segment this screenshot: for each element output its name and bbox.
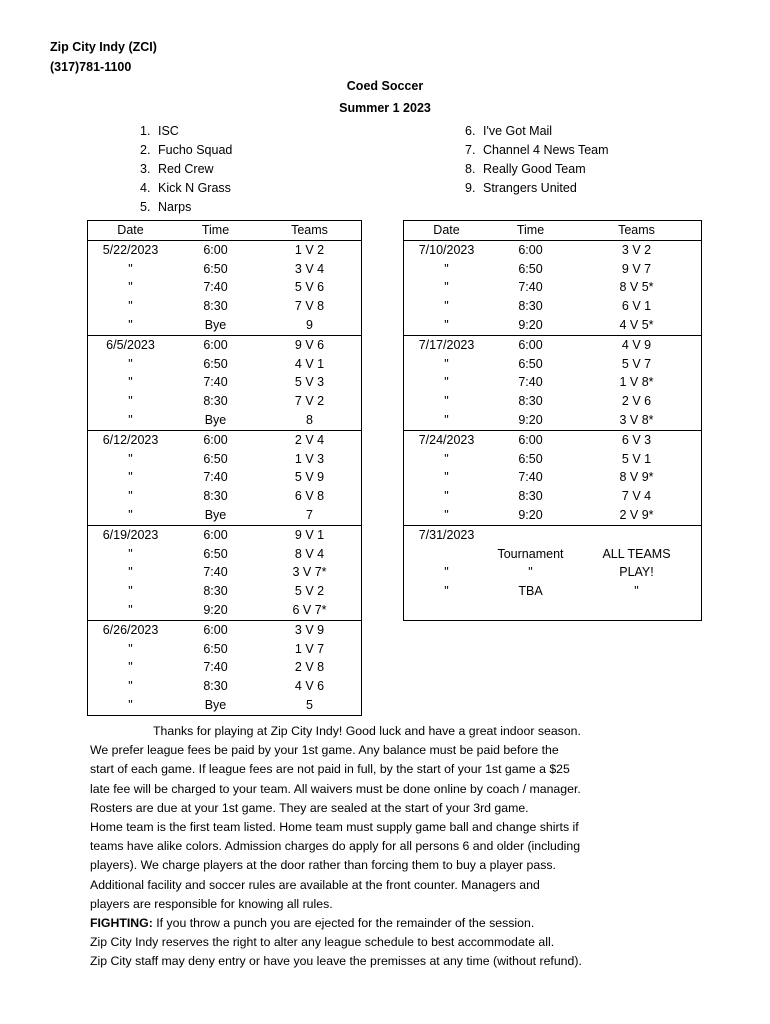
cell-date: " [444,356,449,371]
cell-time: 8:30 [203,394,228,409]
notes-line: start of each game. If league fees are not paid in full, by the start of your 1st game a $25 [90,762,570,777]
team-number: 5. [140,200,151,214]
team-name: I've Got Mail [483,124,553,138]
schedule-table-right [403,220,702,621]
cell-time: 8:30 [203,299,228,314]
cell-date [404,545,489,564]
schedule-row [88,430,361,450]
cell-teams: 9 V 1 [294,527,325,542]
cell-date: 7/24/2023 [418,432,475,447]
cell-time: 6:50 [203,356,228,371]
team-number: 6. [465,124,476,138]
schedule-row [88,582,361,601]
cell-time: 6:50 [203,546,228,561]
team-name: Kick N Grass [158,181,231,195]
cell-teams: 7 [306,507,313,522]
season-title: Summer 1 2023 [339,101,431,115]
notes-line: teams have alike colors. Admission charges do apply for all persons 6 and older (including [90,839,581,854]
schedule-row [88,297,361,316]
schedule-row [88,450,361,469]
cell-date: " [128,565,133,580]
cell-time: 7:40 [203,375,228,390]
cell-time: 8:30 [203,584,228,599]
cell-teams: 5 V 6 [294,280,325,295]
team-name: Fucho Squad [158,143,233,157]
cell-teams: 5 V 2 [294,584,325,599]
cell-teams: 1 V 3 [294,451,325,466]
cell-teams: 6 V 7* [292,602,327,617]
cell-time: Bye [204,507,227,522]
team-list-right [465,123,609,199]
fighting-label: FIGHTING: [90,915,153,930]
team-number: 9. [465,181,476,195]
cell-time: Bye [204,317,227,332]
cell-date: " [128,679,133,694]
schedule-row [88,545,361,564]
cell-time: 7:40 [203,565,228,580]
cell-time: 6:50 [203,451,228,466]
cell-teams: 8 V 4 [294,546,325,561]
cell-date: " [444,451,449,466]
schedule-row [88,601,361,620]
cell-date: " [444,470,449,485]
cell-date: " [444,489,449,504]
schedule-header-row [404,221,701,240]
team-list-item [140,199,232,218]
cell-teams: 2 V 8 [294,660,325,675]
schedule-row [404,430,701,450]
cell-teams: 7 V 8 [294,299,325,314]
team-number: 2. [140,143,151,157]
cell-date: " [128,280,133,295]
cell-teams [572,526,701,545]
cell-teams: 8 V 5* [619,280,654,295]
schedule-row [404,582,701,601]
cell-teams: ALL TEAMS [602,546,671,561]
cell-date: 7/31/2023 [418,527,475,542]
schedule-row [88,278,361,297]
cell-date: " [444,317,449,332]
team-name: Channel 4 News Team [483,143,609,157]
schedule-row [88,240,361,260]
cell-time: " [528,565,533,580]
schedule-row [88,658,361,677]
cell-teams: 3 V 8* [619,412,654,427]
cell-time: 6:00 [203,337,228,352]
schedule-row [88,335,361,355]
cell-time: 6:00 [518,432,543,447]
schedule-row [88,411,361,430]
cell-teams: 5 V 7 [621,356,652,371]
cell-date: 7/17/2023 [418,337,475,352]
cell-date: 6/5/2023 [106,337,155,352]
cell-teams: 8 V 9* [619,470,654,485]
cell-time: 8:30 [203,679,228,694]
schedule-row [88,468,361,487]
cell-teams: 2 V 6 [621,394,652,409]
team-list-item [465,180,609,199]
schedule-row [404,487,701,506]
cell-date: " [444,394,449,409]
header-teams: Teams [291,223,328,237]
team-list-item [465,161,609,180]
cell-date: " [444,565,449,580]
notes-line: players are responsible for knowing all rules. [90,896,333,911]
cell-date [404,601,489,620]
notes-line: late fee will be charged to your team. All waivers must be done online by coach / manager. [90,781,581,796]
notes-line: Thanks for playing at Zip City Indy! Good luck and have a great indoor season. [153,724,581,738]
cell-time: 8:30 [203,489,228,504]
cell-time: 9:20 [203,602,228,617]
team-list-item [140,180,232,199]
schedule-row [404,240,701,260]
cell-teams: 2 V 9* [619,507,654,522]
cell-date: " [444,261,449,276]
cell-time: Bye [204,412,227,427]
schedule-row [88,506,361,525]
cell-time: 9:20 [518,317,543,332]
cell-time: 7:40 [518,280,543,295]
cell-teams: 1 V 2 [294,242,325,257]
notes-line: Home team is the first team listed. Home team must supply game ball and change shirts if [90,819,579,834]
cell-teams: 4 V 6 [294,679,325,694]
cell-time: 6:00 [203,527,228,542]
org-name: Zip City Indy (ZCI) [50,40,157,54]
schedule-row [404,525,701,545]
schedule-row [404,545,701,564]
cell-teams: 5 V 9 [294,470,325,485]
cell-date: " [444,412,449,427]
cell-time: 6:50 [518,356,543,371]
schedule-row [88,260,361,279]
schedule-row [88,392,361,411]
cell-time [489,601,572,620]
schedule-row [88,620,361,640]
cell-time: 7:40 [203,470,228,485]
fighting-text: If you throw a punch you are ejected for the remainder of the session. [152,915,535,930]
schedule-row [404,411,701,430]
cell-time: 6:50 [518,261,543,276]
cell-time: 7:40 [518,375,543,390]
cell-teams: 1 V 7 [294,641,325,656]
schedule-row [88,677,361,696]
team-list-item [465,142,609,161]
schedule-row [88,316,361,335]
team-number: 7. [465,143,476,157]
cell-time: 6:50 [203,261,228,276]
team-list-item [140,142,232,161]
cell-time: TBA [518,584,543,599]
schedule-row [88,563,361,582]
schedule-row [404,450,701,469]
schedule-row [88,640,361,659]
cell-date: " [444,299,449,314]
team-number: 8. [465,162,476,176]
cell-teams [572,601,701,620]
team-name: Really Good Team [483,162,586,176]
team-name: Narps [158,200,192,214]
cell-time: 8:30 [518,299,543,314]
cell-time: 6:00 [518,337,543,352]
cell-date: " [128,641,133,656]
cell-date: 6/26/2023 [102,622,159,637]
schedule-header-row [88,221,361,240]
cell-time: 8:30 [518,489,543,504]
cell-teams: 4 V 9 [621,337,652,352]
schedule-row [404,297,701,316]
cell-teams: " [634,584,639,599]
notes-line: Zip City staff may deny entry or have you leave the premisses at any time (without refund). [90,954,582,969]
cell-time [489,526,572,545]
cell-time: 6:00 [203,622,228,637]
cell-teams: 9 V 7 [621,261,652,276]
cell-teams: 1 V 8* [619,375,654,390]
cell-time: 7:40 [518,470,543,485]
schedule-row [88,487,361,506]
cell-date: " [128,660,133,675]
org-phone: (317)781-1100 [50,60,132,74]
cell-time: 6:50 [203,641,228,656]
cell-teams: 3 V 9 [294,622,325,637]
cell-date: " [444,280,449,295]
cell-teams: 4 V 5* [619,317,654,332]
cell-time: 9:20 [518,412,543,427]
cell-teams: 5 V 3 [294,375,325,390]
cell-teams: 6 V 1 [621,299,652,314]
cell-date: " [128,375,133,390]
cell-teams: 4 V 1 [294,356,325,371]
cell-teams: 2 V 4 [294,432,325,447]
cell-date: " [444,584,449,599]
cell-date: " [444,375,449,390]
cell-teams: 3 V 4 [294,261,325,276]
cell-date: " [128,470,133,485]
cell-teams: 5 [306,697,313,712]
schedule-table-left [87,220,362,716]
team-list-item [140,161,232,180]
schedule-row [404,601,701,620]
schedule-row [88,525,361,545]
notes-line: players). We charge players at the door rather than forcing them to buy a player pass. [90,858,556,873]
schedule-row [88,355,361,374]
cell-teams: PLAY! [619,565,654,580]
cell-teams: 7 V 4 [621,489,652,504]
schedule-row [404,392,701,411]
team-list-item [140,123,232,142]
schedule-row [404,563,701,582]
cell-date: 6/12/2023 [102,432,159,447]
notes-section [90,722,650,971]
cell-time: 7:40 [203,280,228,295]
cell-time: 9:20 [518,507,543,522]
cell-teams: 6 V 3 [621,432,652,447]
cell-date: " [128,489,133,504]
schedule-row [404,506,701,525]
cell-time: Tournament [497,546,564,561]
header-date: Date [117,223,144,237]
cell-time: Bye [204,697,227,712]
cell-date: " [128,507,133,522]
cell-time: 8:30 [518,394,543,409]
cell-date: " [128,261,133,276]
cell-teams: 3 V 7* [292,565,327,580]
header-time: Time [201,223,230,237]
header-time: Time [516,223,545,237]
team-number: 4. [140,181,151,195]
team-name: Strangers United [483,181,577,195]
cell-date: " [128,451,133,466]
cell-date: " [128,317,133,332]
cell-date: " [128,697,133,712]
cell-teams: 5 V 1 [621,451,652,466]
schedule-row [404,335,701,355]
schedule-row [404,316,701,335]
fighting-rule [90,914,650,933]
team-name: ISC [158,124,179,138]
cell-date: " [444,507,449,522]
cell-teams: 7 V 2 [294,394,325,409]
cell-time: 6:00 [203,242,228,257]
cell-time: 7:40 [203,660,228,675]
cell-date: " [128,394,133,409]
team-name: Red Crew [158,162,214,176]
schedule-row [404,373,701,392]
cell-date: 7/10/2023 [418,242,475,257]
cell-date: " [128,356,133,371]
cell-time: 6:50 [518,451,543,466]
team-list-left [140,123,232,218]
schedule-row [88,373,361,392]
cell-time: 6:00 [203,432,228,447]
cell-date: 6/19/2023 [102,527,159,542]
cell-teams: 8 [306,412,313,427]
league-title: Coed Soccer [346,79,424,93]
cell-date: " [128,412,133,427]
cell-teams: 9 V 6 [294,337,325,352]
cell-date: " [128,546,133,561]
cell-teams: 6 V 8 [294,489,325,504]
schedule-row [404,468,701,487]
cell-teams: 9 [306,317,313,332]
cell-time: 6:00 [518,242,543,257]
schedule-row [404,355,701,374]
team-number: 3. [140,162,151,176]
schedule-row [404,278,701,297]
cell-teams: 3 V 2 [621,242,652,257]
team-list-item [465,123,609,142]
cell-date: 5/22/2023 [102,242,159,257]
notes-line: We prefer league fees be paid by your 1st game. Any balance must be paid before the [90,743,559,758]
notes-line: Additional facility and soccer rules are available at the front counter. Managers and [90,877,540,892]
header-date: Date [433,223,460,237]
notes-line: Zip City Indy reserves the right to alter any league schedule to best accommodate all. [90,935,555,950]
schedule-row [404,260,701,279]
cell-date: " [128,602,133,617]
header-teams: Teams [618,223,655,237]
team-number: 1. [140,124,151,138]
notes-line: Rosters are due at your 1st game. They are sealed at the start of your 3rd game. [90,800,529,815]
cell-date: " [128,299,133,314]
cell-date: " [128,584,133,599]
schedule-row [88,696,361,715]
